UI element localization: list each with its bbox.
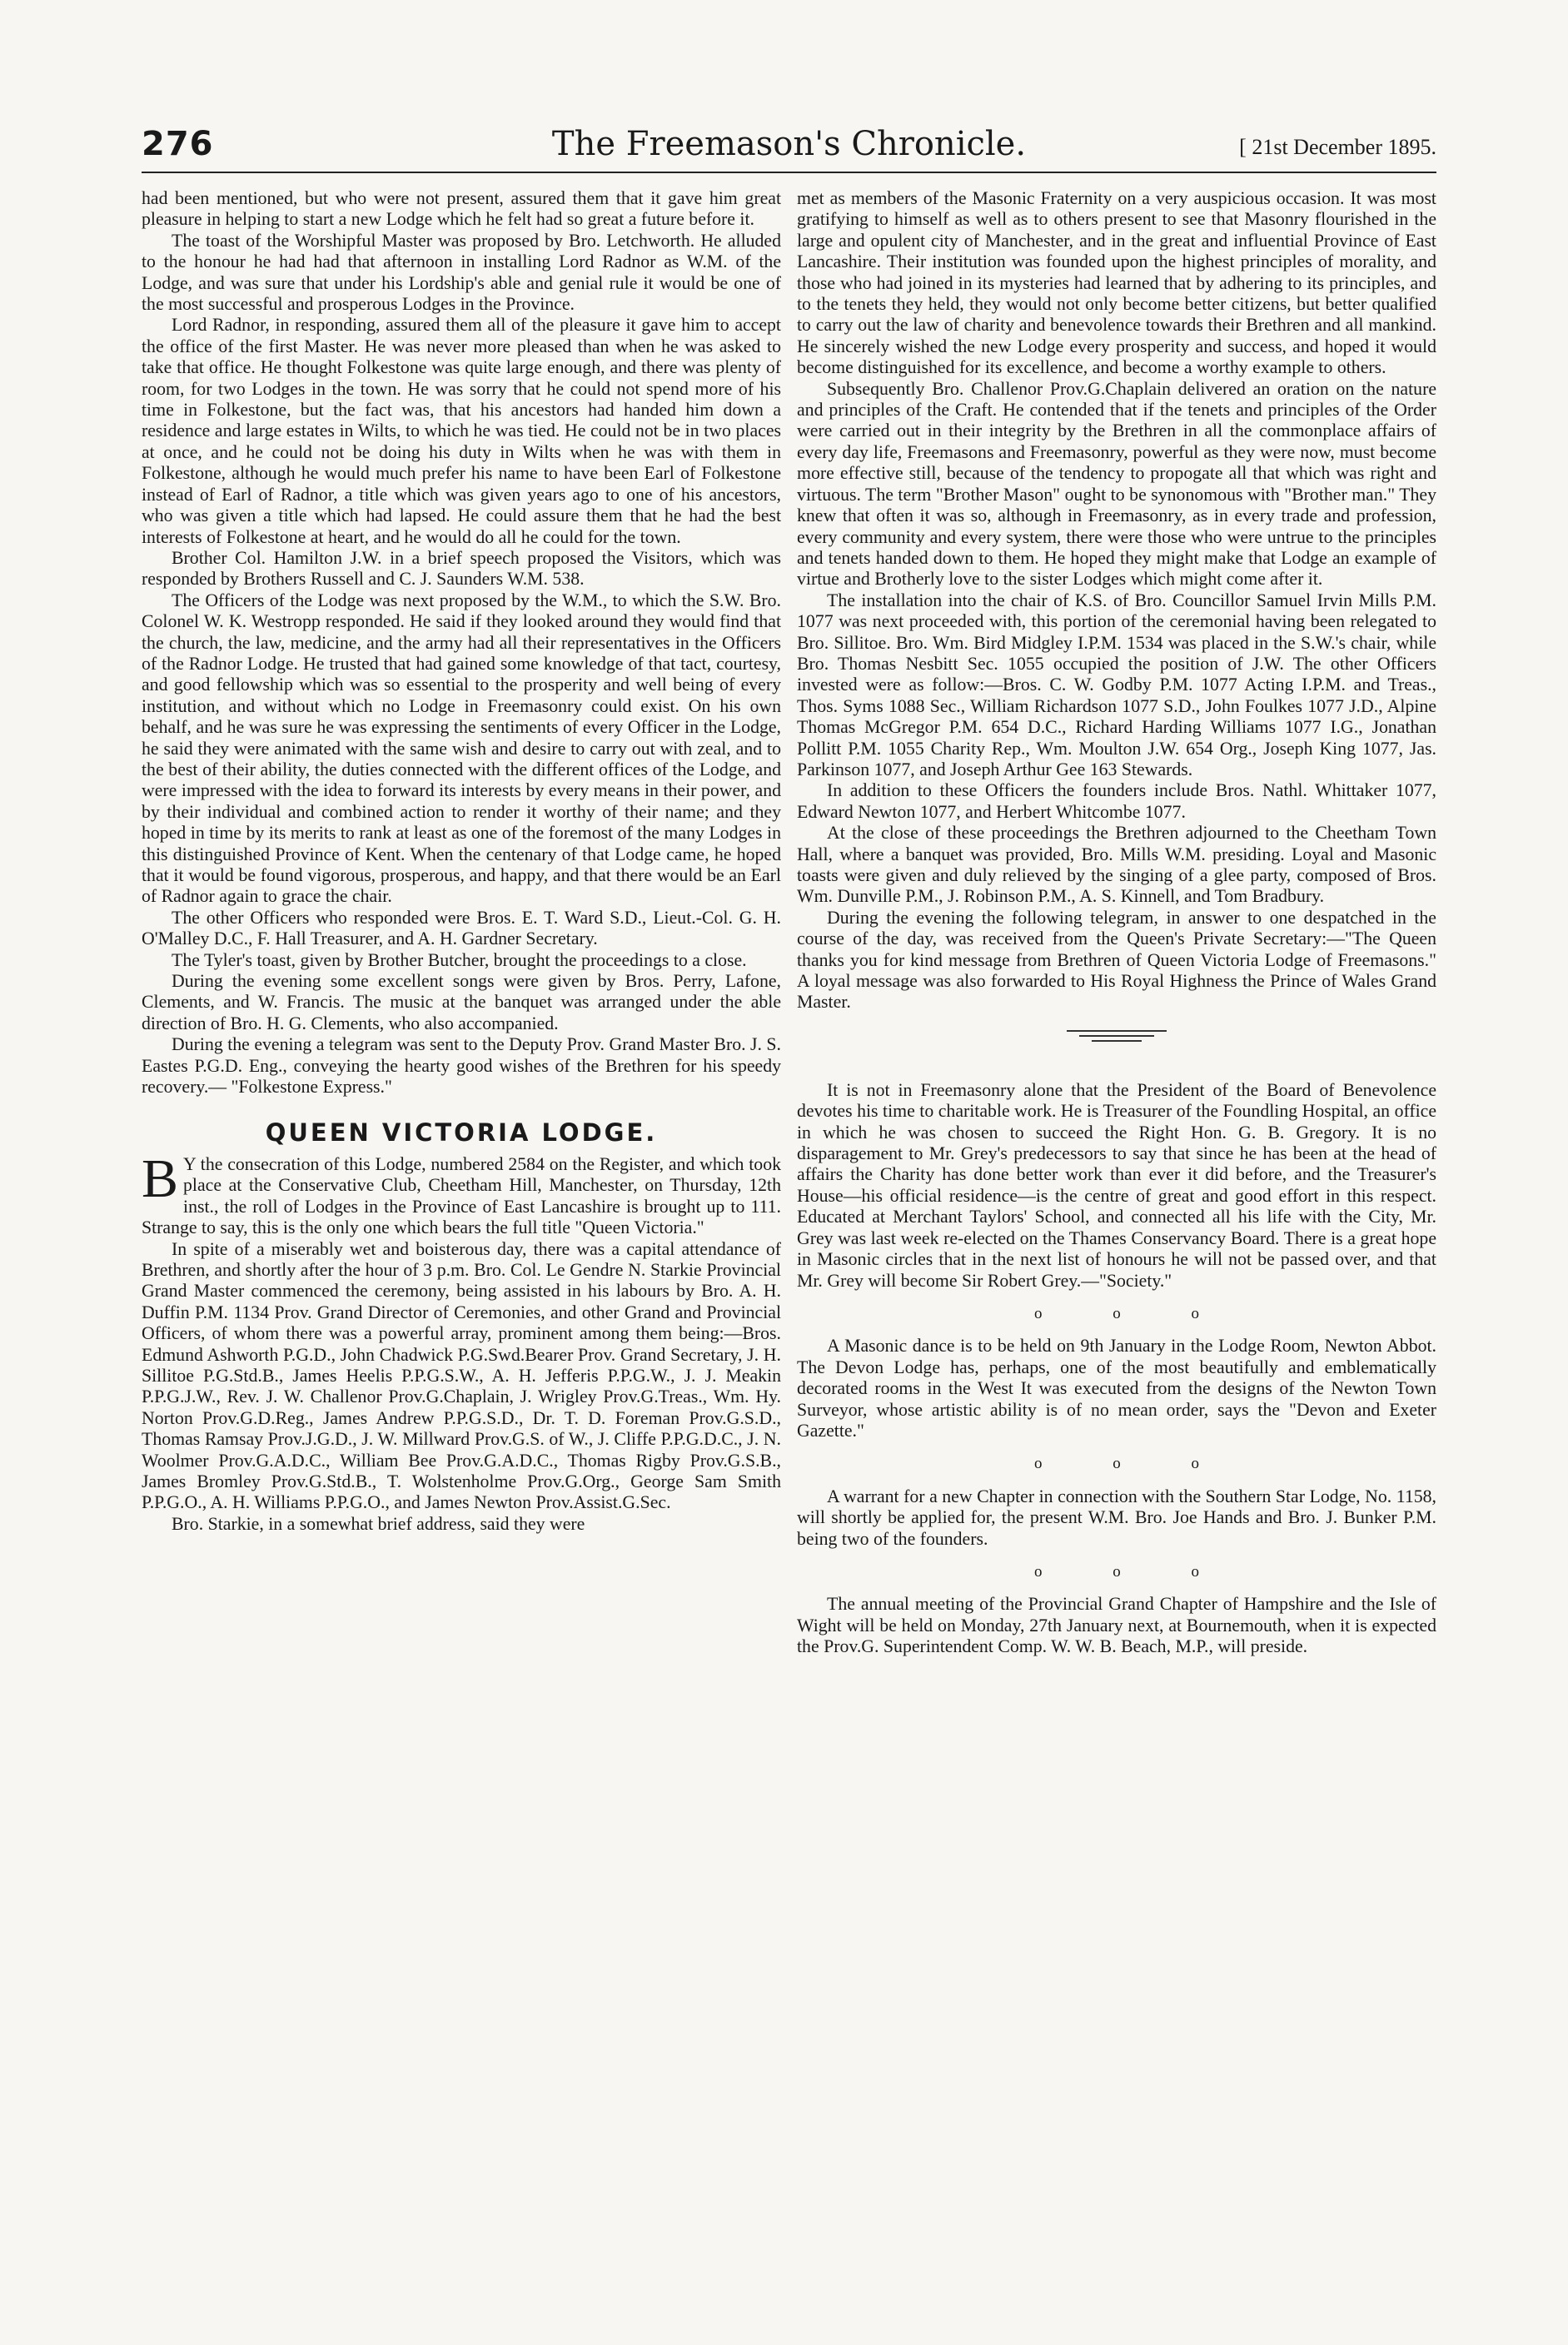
paragraph: The other Officers who responded were Bros. E. T. Ward S.D., Lieut.-Col. G. H. O'Malley D.C., F. Hall Treasurer, and A. H. Gardner Secretary. (142, 907, 781, 949)
paragraph: During the evening a telegram was sent to the Deputy Prov. Grand Master Bro. J. S. Eastes P.G.D. Eng., conveying the hearty good wishes of the Brethren for his speedy recovery.— "Folkestone Express." (142, 1034, 781, 1098)
section-title: QUEEN VICTORIA LODGE. (265, 1118, 658, 1148)
right-column (797, 188, 1436, 1658)
paragraph: The Officers of the Lodge was next proposed by the W.M., to which the S.W. Bro. Colonel W. K. Westropp responded. He said if they looked around they would find that the church, the law, medicine, and the army had all their representatives in the Officers of the Radnor Lodge. He trusted that had gained some knowledge of that tact, courtesy, and good fellowship which was so essential to the prosperity and well being of every institution, and without which no Lodge in Freemasonry could exist. On his own behalf, and he was sure he was expressing the sentiments of every Officer in the Lodge, he said they were animated with the same wish and desire to carry out with zeal, and to the best of their ability, the duties connected with the different offices of the Lodge, and were impressed with the idea to forward its interests by every means in their power, and by their individual and combined action to render it worthy of their name; and they hoped in time by its merits to rank at least as one of the foremost of the many Lodges in this distinguished Province of Kent. When the centenary of that Lodge came, he hoped that it would be found vigorous, prosperous, and happy, and that there would be an Earl of Radnor again to grace the chair. (142, 590, 781, 907)
paragraph: had been mentioned, but who were not present, assured them that it gave him great pleasure in helping to start a new Lodge which he felt had so great a future before it. (142, 188, 781, 230)
paragraph: In spite of a miserably wet and boisterous day, there was a capital attendance of Brethren, and shortly after the hour of 3 p.m. Bro. Col. Le Gendre N. Starkie Provincial Grand Master commenced the ceremony, being assisted in his labours by Bro. A. H. Duffin P.M. 1134 Prov. Grand Director of Ceremonies, and other Grand and Provincial Officers, of whom there was a powerful array, prominent among them being:—Bros. Edmund Ashworth P.G.D., John Chadwick P.G.Swd.Bearer Prov. Grand Secretary, J. H. Sillitoe P.G.Std.B., James Heelis P.P.G.S.W., A. H. Jefferis P.P.G.W., J. J. Meakin P.P.G.J.W., Rev. J. W. Challenor Prov.G.Chaplain, J. Wrigley Prov.G.Treas., Wm. Hy. Norton Prov.G.D.Reg., James Andrew P.P.G.S.D., Dr. T. D. Foreman Prov.G.S.D., Thomas Ramsay Prov.J.G.D., J. W. Millward Prov.G.S. of W., J. Cliffe P.P.G.D.C., J. N. Woolmer Prov.G.A.D.C., William Bee Prov.G.A.D.C., Thomas Rigby Prov.G.S.B., James Bromley Prov.G.Std.B., T. Wolstenholme Prov.G.Org., George Sam Smith P.P.G.O., A. H. Williams P.P.G.O., and James Newton Prov.Assist.G.Sec. (142, 1238, 781, 1513)
intro-text: Y the consecration of this Lodge, numbered 2584 on the Register, and which took place at the Conservative Club, Cheetham Hill, Manchester, on Thursday, 12th inst., the roll of Lodges in the Province of East Lancashire is brought up to 111. Strange to say, this is the only one which bears the full title "Queen Victoria." (142, 1153, 781, 1238)
page-number: 276 (142, 125, 214, 163)
paragraph: Subsequently Bro. Challenor Prov.G.Chaplain delivered an oration on the nature and principles of the Craft. He contended that if the tenets and principles of the Order were carried out in their integrity by the Brethren in all the commonplace affairs of every day life, Freemasons and Freemasonry, powerful as they were now, must become more effective still, because of the tendency to propogate all that which was right and virtuous. The term "Brother Mason" ought to be synonomous with "Brother man." They knew that often it was so, although in Freemasonry, as in every trade and profession, every community and every system, there were those who were untrue to the principles and tenets handed down to them. He hoped they might make that Lodge an example of virtue and Brotherly love to the sister Lodges which might come after it. (797, 378, 1436, 590)
note-paragraph: A Masonic dance is to be held on 9th January in the Lodge Room, Newton Abbot. The Devon Lodge has, perhaps, one of the most beautifully and emblematically decorated rooms in the West It was executed from the designs of the Newton Town Surveyor, whose artistic ability is of no mean order, says the "Devon and Exeter Gazette." (797, 1336, 1436, 1441)
separator: o o o (1034, 1304, 1232, 1322)
intro-paragraph (142, 1148, 781, 1239)
section-divider (1067, 1030, 1167, 1042)
paragraph: The installation into the chair of K.S. of Bro. Councillor Samuel Irvin Mills P.M. 1077 was next proceeded with, this portion of the ceremonial having been relegated to Bro. Sillitoe. Bro. Wm. Bird Midgley I.P.M. 1534 was placed in the S.W.'s chair, while Bro. Thomas Nesbitt Sec. 1055 occupied the position of J.W. The other Officers invested were as follow:—Bros. C. W. Godby P.M. 1077 Acting I.P.M. and Treas., Thos. Syms 1088 Sec., William Richardson 1077 S.D., John Foulkes 1077 J.D., Alpine Thomas McGregor P.M. 654 D.C., Richard Harding Williams 1077 I.G., Jonathan Pollitt P.M. 1055 Charity Rep., Wm. Moulton J.W. 654 Org., Joseph King 1077, Jas. Parkinson 1077, and Joseph Arthur Gee 163 Stewards. (797, 590, 1436, 779)
left-column (142, 188, 781, 1535)
page-header (142, 125, 1436, 173)
drop-cap: B (142, 1148, 179, 1209)
paragraph: In addition to these Officers the founders include Bros. Nathl. Whittaker 1077, Edward Newton 1077, and Herbert Whitcombe 1077. (797, 780, 1436, 822)
note-paragraph: A warrant for a new Chapter in connection with the Southern Star Lodge, No. 1158, will shortly be applied for, the present W.M. Bro. Joe Hands and Bro. J. Bunker P.M. being two of the founders. (797, 1486, 1436, 1549)
paragraph: The toast of the Worshipful Master was proposed by Bro. Letchworth. He alluded to the honour he had had that afternoon in installing Lord Radnor as W.M. of the Lodge, and was sure that under his Lordship's able and genial rule it would be one of the most successful and prosperous Lodges in the Province. (142, 230, 781, 315)
paragraph: At the close of these proceedings the Brethren adjourned to the Cheetham Town Hall, where a banquet was provided, Bro. Mills W.M. presiding. Loyal and Masonic toasts were given and duly relieved by the singing of a glee party, composed of Bros. Wm. Dunville P.M., J. Robinson P.M., A. S. Kinnell, and Tom Bradbury. (797, 823, 1436, 907)
paragraph: The Tyler's toast, given by Brother Butcher, brought the proceedings to a close. (172, 949, 747, 970)
note-paragraph: The annual meeting of the Provincial Grand Chapter of Hampshire and the Isle of Wight will be held on Monday, 27th January next, at Bournemouth, when it is expected the Prov.G. Superintendent Comp. W. W. B. Beach, M.P., will preside. (797, 1594, 1436, 1657)
masthead: The Freemason's Chronicle. (551, 125, 1027, 163)
paragraph: met as members of the Masonic Fraternity on a very auspicious occasion. It was most gratifying to himself as well as to others present to see that Masonry flourished in the large and opulent city of Manchester, and in the great and influential Province of East Lancashire. Their institution was founded upon the highest principles of morality, and those who had joined in its mysteries had learned that by adhering to its principles, and to the tenets they held, they would not only become better citizens, but better qualified to carry out the law of charity and benevolence towards their Brethren and all mankind. He sincerely wished the new Lodge every prosperity and success, and hoped it would become distinguished for its excellence, and become a worthy example to others. (797, 188, 1436, 378)
separator: o o o (1034, 1562, 1232, 1581)
note-paragraph: It is not in Freemasonry alone that the President of the Board of Benevolence devotes his time to charitable work. He is Treasurer of the Foundling Hospital, an office in which he was chosen to succeed the Right Hon. G. B. Gregory. It is no disparagement to Mr. Grey's predecessors to say that since he has been at the head of affairs the Charity has done better work than ever it did before, and the Treasurer's House—his official residence—is the centre of great and good effort in this respect. Educated at Merchant Taylors' School, and connected all his life with the City, Mr. Grey was last week re-elected on the Thames Conservancy Board. There is a great hope in Masonic circles that in the next list of honours he will not be passed over, and that Mr. Grey will become Sir Robert Grey.—"Society." (797, 1079, 1436, 1291)
paragraph: During the evening some excellent songs were given by Bros. Perry, Lafone, Clements, and W. Francis. The music at the banquet was arranged under the able direction of Bro. H. G. Clements, who also accompanied. (142, 971, 781, 1033)
separator: o o o (1034, 1455, 1232, 1473)
paragraph: Lord Radnor, in responding, assured them all of the pleasure it gave him to accept the office of the first Master. He was never more pleased than when he was asked to take that office. He thought Folkestone was quite large enough, and there was plenty of room, for two Lodges in the town. He was sorry that he could not spend more of his time in Folkestone, but the fact was, that his ancestors had handed him down a residence and large estates in Wilts, to which he was tied. He could not be in two places at once, and he could not be doing his duty in Wilts when he was with them in Folkestone, although he would much prefer his name to have been Earl of Folkestone instead of Earl of Radnor, a title which was given years ago to one of his ancestors, who was given a title which had lapsed. He could assure them that he had the best interests of Folkestone at heart, and he would do all he could for the town. (142, 315, 781, 547)
paragraph: During the evening the following telegram, in answer to one despatched in the course of the day, was received from the Queen's Private Secretary:—"The Queen thanks you for kind message from Brethren of Queen Victoria Lodge of Freemasons." A loyal message was also forwarded to His Royal Highness the Prince of Wales Grand Master. (797, 907, 1436, 1013)
paragraph: Bro. Starkie, in a somewhat brief address, said they were (172, 1513, 585, 1534)
paragraph: Brother Col. Hamilton J.W. in a brief speech proposed the Visitors, which was responded by Brothers Russell and C. J. Saunders W.M. 538. (142, 547, 781, 590)
issue-date: [ 21st December 1895. (1239, 135, 1436, 159)
